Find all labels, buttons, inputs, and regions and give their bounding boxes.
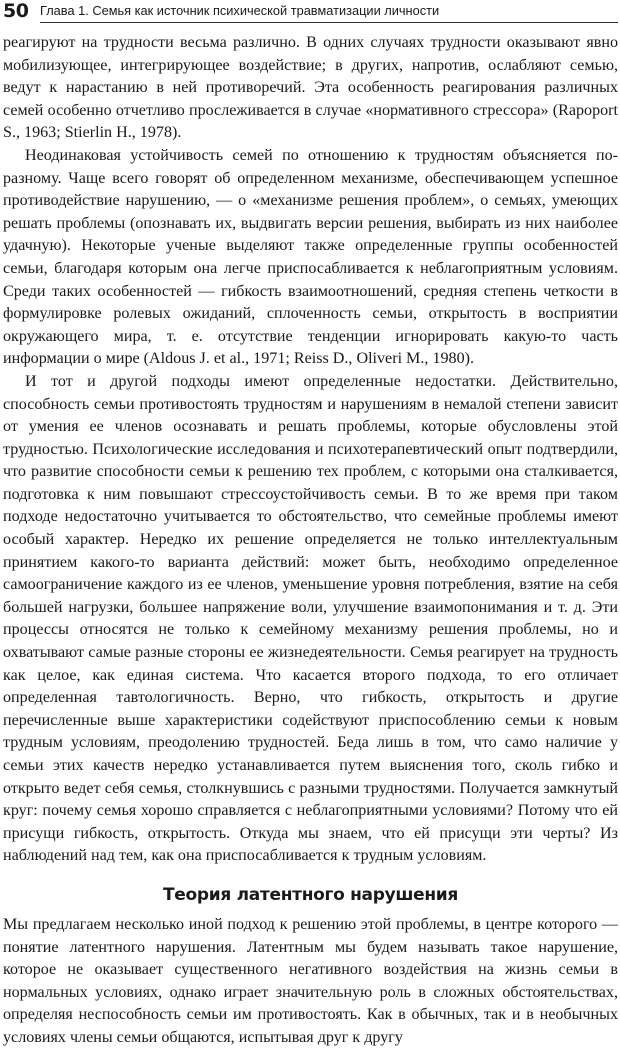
paragraph: И тот и другой подходы имеют определенные недостатки. Действительно, способность семьи противостоять трудностям и нарушениям в немалой степени зависит от умения ее членов осознавать и решать проблемы, которые обусловлены этой трудностью. Психологические исследования и психотерапевтический опыт подтвердили, что развитие способности семьи к решению тех проблем, с которыми она сталкивается, подготовка к ним повышают стрессоустойчивость семьи. В то же время при таком подходе недостаточно учитывается то обстоятельство, что семейные проблемы имеют особый характер. Нередко их решение определяется не только интеллектуальным принятием какого-то варианта действий: может быть, необходимо определенное самоограничение каждого из ее членов, уменьшение уровня потребления, взятие на себя большей нагрузки, большее напряжение воли, улучшение взаимопонимания и т. д. Эти процессы относятся не только к семейному механизму решения проблемы, но и охватывают самые разные стороны ее жизнедеятельности. Семья реагирует на трудность как целое, как единая система. Что касается второго подхода, то его отличает определенная тавтологичность. Верно, что гибкость, открытость и другие перечисленные выше характеристики содействуют приспособлению семьи к новым трудным условиям, преодолению трудностей. Беда лишь в том, что само наличие у семьи этих качеств нередко устанавливается путем выяснения того, сколь гибко и открыто ведет себя семья, столкнувшись с разными трудностями. Получается замкнутый круг: почему семья хорошо справляется с неблагоприятными условиями? Потому что ей присущи гибкость, открытость. Откуда мы знаем, что ей присущи эти черты? Из наблюдений над тем, как она приспосабливается к трудным условиям. [3,372,618,865]
paragraph: Неодинаковая устойчивость семей по отношению к трудностям объясняется по-разному. Чаще всего говорят об определенном механизме, обеспечивающем успешное противодействие нарушению, — о «механизме решения проблем», о семьях, умеющих решать проблемы (опознавать их, выдвигать версии решения, выбирать из них наиболее удачную). Некоторые ученые выделяют также определенные группы особенностей семьи, благодаря которым она легче приспосабливается к неблагоприятным условиям. Среди таких особенностей — гибкость взаимоотношений, средняя степень четкости в формулировке ролевых ожиданий, сплоченность семьи, открытость в восприятии окружающего мира, т. е. отсутствие тенденции игнорировать какую-то часть информации о мире (Aldous J. et al., 1971; Reiss D., Oliveri M., 1980). [3,146,618,368]
page-number: 50 [3,0,29,22]
paragraph-continuation: реагируют на трудности весьма различно. В одних случаях трудности оказывают явно мобилизующее, интегрирующее воздействие; в других, напротив, ослабляют семью, ведут к нарастанию в ней противоречий. Эта особенность реагирования различных семей особенно отчетливо прослеживается в случае «нормативного стрессора» (Rapoport S., 1963; Stierlin H., 1978). [3,34,618,142]
body-text [3,32,618,1050]
section-heading: Теория латентного нарушения [162,884,459,905]
section-paragraph: Мы предлагаем несколько иной подход к решению этой проблемы, в центре которого — понятие латентного нарушения. Латентным мы будем называть такое нарушение, которое не оказывает существенного негативного воздействия на жизнь семьи в нормальных условиях, однако играет значительную роль в сложных обстоятельствах, определяя неспособность семьи им противостоять. Как в обычных, так и в необычных условиях члены семьи общаются, испытывая друг к другу [3,915,618,1046]
page-header [0,0,620,30]
header-divider [40,22,618,23]
running-title: Глава 1. Семья как источник психической травматизации личности [40,3,440,18]
